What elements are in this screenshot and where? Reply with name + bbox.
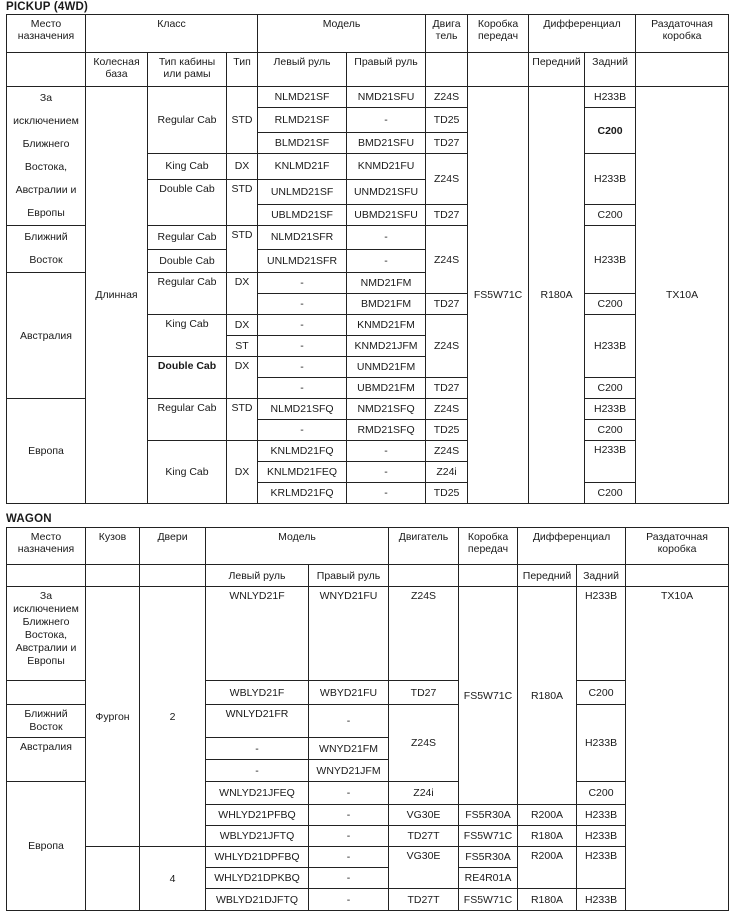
header-type: Тип [227, 53, 258, 87]
cab-cell: Double Cab [148, 179, 227, 225]
engine-cell: TD25 [426, 483, 468, 504]
header-blank [140, 565, 206, 587]
header-engine: Двига тель [426, 15, 468, 53]
front-diff-cell: R180A [518, 889, 577, 911]
type-cell: STD [227, 87, 258, 154]
header-differential: Дифференциал [529, 15, 636, 53]
lhd-cell: - [258, 294, 347, 315]
table-header-row [7, 15, 729, 53]
lhd-cell: - [258, 315, 347, 336]
table-row [7, 847, 729, 868]
rhd-cell: BMD21SFU [347, 133, 426, 154]
rhd-cell: KNMD21JFM [347, 336, 426, 357]
gearbox-cell: FS5W71C [459, 826, 518, 847]
gearbox-cell: FS5W71C [459, 889, 518, 911]
header-blank [86, 565, 140, 587]
lhd-cell: NLMD21SF [258, 87, 347, 108]
rhd-cell: - [347, 249, 426, 273]
lhd-cell: WHLYD21DPKBQ [206, 868, 309, 889]
gearbox-cell: FS5W71C [459, 587, 518, 805]
lhd-cell: - [206, 760, 309, 782]
engine-cell: Z24S [426, 441, 468, 462]
type-cell: DX [227, 441, 258, 504]
rear-diff-cell: C200 [585, 378, 636, 399]
lhd-cell: BLMD21SF [258, 133, 347, 154]
engine-cell: VG30E [389, 847, 459, 889]
rhd-cell: - [309, 889, 389, 911]
body-blank [86, 889, 140, 911]
lhd-cell: KRLMD21FQ [258, 483, 347, 504]
rear-diff-cell: H233B [577, 826, 626, 847]
rhd-cell: KNMD21FU [347, 154, 426, 179]
lhd-cell: NLMD21SFQ [258, 399, 347, 420]
rear-diff-cell: H233B [585, 226, 636, 294]
lhd-cell: WBLYD21JFTQ [206, 826, 309, 847]
engine-cell: Z24S [389, 705, 459, 782]
header-rhd: Правый руль [309, 565, 389, 587]
header-engine: Двигатель [389, 528, 459, 565]
header-blank [468, 53, 529, 87]
rear-diff-cell: H233B [577, 805, 626, 826]
header-blank [459, 565, 518, 587]
rhd-cell: - [309, 782, 389, 805]
lhd-cell: WHLYD21DPFBQ [206, 847, 309, 868]
cab-cell: Double Cab [148, 357, 227, 399]
header-model: Модель [206, 528, 389, 565]
lhd-cell: WBLYD21F [206, 681, 309, 705]
type-cell: DX [227, 154, 258, 179]
table-subheader-row [7, 565, 729, 587]
header-gearbox: Коробка передач [459, 528, 518, 565]
rhd-cell: BMD21FM [347, 294, 426, 315]
wagon-table [6, 527, 729, 911]
rhd-cell: - [309, 826, 389, 847]
table-subheader-row [7, 53, 729, 87]
rhd-cell: WNYD21FM [309, 738, 389, 760]
front-diff-cell: R200A [518, 847, 577, 889]
rhd-cell: - [347, 483, 426, 504]
table-row [7, 587, 729, 681]
rhd-cell: UNMD21FM [347, 357, 426, 378]
destination-cell: Европа [7, 399, 86, 504]
rhd-cell: - [309, 805, 389, 826]
rear-diff-cell: H233B [585, 399, 636, 420]
rhd-cell: - [309, 847, 389, 868]
transfer-cell: TX10A [636, 87, 729, 504]
lhd-cell: - [258, 420, 347, 441]
lhd-cell: WNLYD21JFEQ [206, 782, 309, 805]
cab-cell: Regular Cab [148, 226, 227, 250]
engine-cell: Z24S [389, 587, 459, 681]
cab-cell: King Cab [148, 315, 227, 357]
table-row [7, 889, 729, 911]
destination-cell: Австралия [7, 738, 86, 782]
lhd-cell: WNLYD21F [206, 587, 309, 681]
rhd-cell: WNYD21JFM [309, 760, 389, 782]
rear-diff-cell: C200 [585, 108, 636, 154]
cab-cell: Regular Cab [148, 273, 227, 315]
gearbox-cell: FS5R30A [459, 805, 518, 826]
header-class: Класс [86, 15, 258, 53]
engine-cell: TD25 [426, 108, 468, 133]
engine-cell: TD25 [426, 420, 468, 441]
destination-cell: Ближний Восток [7, 705, 86, 738]
lhd-cell: - [258, 378, 347, 399]
cab-cell: Double Cab [148, 249, 227, 273]
rhd-cell: UBMD21FM [347, 378, 426, 399]
engine-cell: TD27T [389, 889, 459, 911]
rear-diff-cell: H233B [585, 87, 636, 108]
header-transfer-case: Раздаточная коробка [636, 15, 729, 53]
rear-diff-cell: C200 [585, 205, 636, 226]
rear-diff-cell: H233B [577, 889, 626, 911]
header-blank [389, 565, 459, 587]
lhd-cell: UNLMD21SFR [258, 249, 347, 273]
type-cell: STD [227, 226, 258, 273]
engine-cell: Z24i [426, 462, 468, 483]
lhd-cell: WBLYD21DJFTQ [206, 889, 309, 911]
engine-cell: TD27T [389, 826, 459, 847]
engine-cell: TD27 [426, 133, 468, 154]
rhd-cell: NMD21SFQ [347, 399, 426, 420]
destination-cell: Европа [7, 782, 86, 911]
header-rear: Задний [585, 53, 636, 87]
rhd-cell: - [309, 868, 389, 889]
lhd-cell: - [258, 336, 347, 357]
rhd-cell: UBMD21SFU [347, 205, 426, 226]
type-cell: DX [227, 273, 258, 315]
header-destination: Место назначения [7, 528, 86, 565]
type-cell: ST [227, 336, 258, 357]
destination-blank [7, 681, 86, 705]
lhd-cell: - [258, 357, 347, 378]
header-rhd: Правый руль [347, 53, 426, 87]
rhd-cell: UNMD21SFU [347, 179, 426, 204]
lhd-cell: UBLMD21SF [258, 205, 347, 226]
cab-cell: Regular Cab [148, 399, 227, 441]
rhd-cell: - [347, 462, 426, 483]
lhd-cell: WHLYD21PFBQ [206, 805, 309, 826]
lhd-cell: RLMD21SF [258, 108, 347, 133]
pickup-table [6, 14, 729, 504]
engine-cell: TD27 [426, 378, 468, 399]
header-blank [7, 565, 86, 587]
header-wheelbase: Колесная база [86, 53, 148, 87]
rhd-cell: NMD21FM [347, 273, 426, 294]
rear-diff-cell: H233B [585, 315, 636, 378]
lhd-cell: WNLYD21FR [206, 705, 309, 738]
header-front: Передний [529, 53, 585, 87]
rear-diff-cell: C200 [585, 483, 636, 504]
gearbox-cell: FS5R30A [459, 847, 518, 868]
wagon-section-title: WAGON [6, 513, 52, 525]
rear-diff-cell: C200 [585, 294, 636, 315]
rear-diff-cell: H233B [577, 705, 626, 782]
lhd-cell: - [206, 738, 309, 760]
front-diff-cell: R180A [529, 87, 585, 504]
doors-cell: 2 [140, 587, 206, 847]
lhd-cell: KNLMD21FQ [258, 441, 347, 462]
wheelbase-cell: Длинная [86, 87, 148, 504]
rhd-cell: - [347, 108, 426, 133]
table-header-row [7, 528, 729, 565]
destination-cell: Ближний Восток [7, 226, 86, 273]
engine-cell: Z24S [426, 315, 468, 378]
lhd-cell: UNLMD21SF [258, 179, 347, 204]
engine-cell: Z24S [426, 87, 468, 108]
header-lhd: Левый руль [206, 565, 309, 587]
engine-cell: TD27 [426, 205, 468, 226]
header-front: Передний [518, 565, 577, 587]
engine-cell: Z24S [426, 154, 468, 205]
pickup-section-title: PICKUP (4WD) [6, 1, 89, 13]
lhd-cell: - [258, 273, 347, 294]
header-gearbox: Коробка передач [468, 15, 529, 53]
rear-diff-cell: C200 [577, 782, 626, 805]
header-blank [636, 53, 729, 87]
destination-cell: За исключением Ближнего Востока, Австралии и Европы [7, 587, 86, 681]
header-differential: Дифференциал [518, 528, 626, 565]
body-blank [86, 868, 140, 889]
lhd-cell: KNLMD21F [258, 154, 347, 179]
destination-cell: За исключением Ближнего Востока, Австралии и Европы [7, 87, 86, 226]
rhd-cell: NMD21SFU [347, 87, 426, 108]
type-cell: DX [227, 357, 258, 399]
rear-diff-cell: H233B [585, 441, 636, 483]
rear-diff-cell: C200 [585, 420, 636, 441]
header-doors: Двери [140, 528, 206, 565]
header-model: Модель [258, 15, 426, 53]
engine-cell: VG30E [389, 805, 459, 826]
rear-diff-cell: C200 [577, 681, 626, 705]
rhd-cell: RMD21SFQ [347, 420, 426, 441]
engine-cell: Z24S [426, 226, 468, 294]
body-blank [86, 847, 140, 868]
type-cell: STD [227, 179, 258, 225]
transfer-cell: TX10A [626, 587, 729, 911]
rhd-cell: - [347, 441, 426, 462]
cab-cell: King Cab [148, 154, 227, 179]
rear-diff-cell: H233B [585, 154, 636, 205]
type-cell: STD [227, 399, 258, 441]
front-diff-cell: R180A [518, 587, 577, 805]
rear-diff-cell: H233B [577, 847, 626, 889]
cab-cell: King Cab [148, 441, 227, 504]
doors-cell: 4 [140, 847, 206, 911]
header-blank [7, 53, 86, 87]
rear-diff-cell: H233B [577, 587, 626, 681]
front-diff-cell: R200A [518, 805, 577, 826]
engine-cell: Z24S [426, 399, 468, 420]
header-cab-type: Тип кабины или рамы [148, 53, 227, 87]
engine-cell: Z24i [389, 782, 459, 805]
rhd-cell: WNYD21FU [309, 587, 389, 681]
header-body: Кузов [86, 528, 140, 565]
header-transfer-case: Раздаточная коробка [626, 528, 729, 565]
header-blank [426, 53, 468, 87]
lhd-cell: KNLMD21FEQ [258, 462, 347, 483]
type-cell: DX [227, 315, 258, 336]
header-rear: Задний [577, 565, 626, 587]
gearbox-cell: RE4R01A [459, 868, 518, 889]
rhd-cell: - [347, 226, 426, 250]
rhd-cell: - [309, 705, 389, 738]
rhd-cell: WBYD21FU [309, 681, 389, 705]
header-lhd: Левый руль [258, 53, 347, 87]
engine-cell: TD27 [426, 294, 468, 315]
header-blank [626, 565, 729, 587]
lhd-cell: NLMD21SFR [258, 226, 347, 250]
body-cell: Фургон [86, 587, 140, 847]
rhd-cell: KNMD21FM [347, 315, 426, 336]
cab-cell: Regular Cab [148, 87, 227, 154]
destination-cell: Австралия [7, 273, 86, 399]
front-diff-cell: R180A [518, 826, 577, 847]
header-destination: Место назначения [7, 15, 86, 53]
gearbox-cell: FS5W71C [468, 87, 529, 504]
engine-cell: TD27 [389, 681, 459, 705]
table-row [7, 87, 729, 108]
